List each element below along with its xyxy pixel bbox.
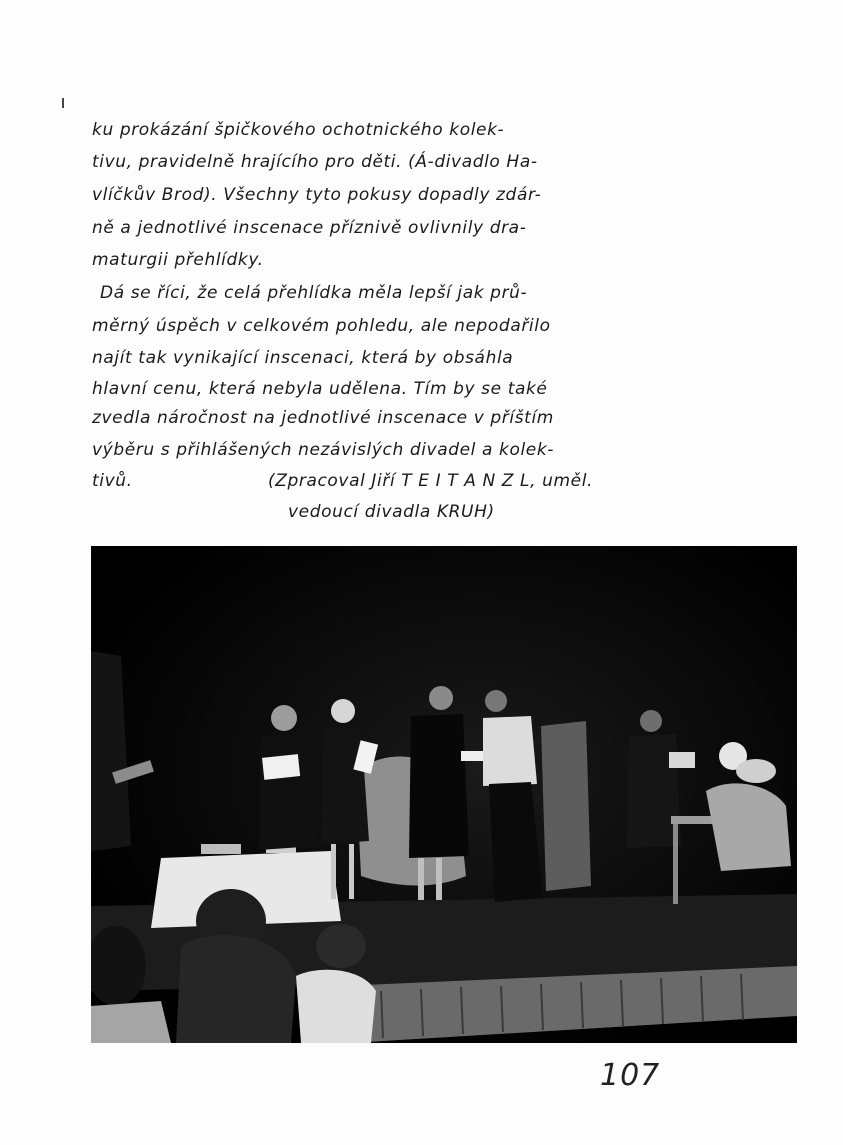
text-line-4: ně a jednotlivé inscenace příznivě ovlivnily dra- [92,218,527,238]
author-credit-line-1: (Zpracoval Jiří T E I T A N Z L, uměl. [268,471,594,491]
text-line-7: měrný úspěch v celkovém pohledu, ale nepodařilo [92,316,551,336]
photo-scene [91,546,797,1043]
woman4-head [640,710,662,732]
text-line-11: výběru s přihlášených nezávislých divadel a kolek- [92,440,555,460]
text-line-6: Dá se říci, že celá přehlídka měla lepší jak prů- [100,283,528,303]
author-credit-line-2: vedoucí divadla KRUH) [288,502,495,522]
audience-body-3 [91,1001,171,1043]
woman2-head [429,686,453,710]
text-line-8: najít tak vynikající inscenaci, která by obsáhla [92,348,514,368]
stage-award-ceremony-photo [91,546,797,1043]
page-number: 107 [600,1058,661,1093]
text-line-1: ku prokázání špičkového ochotnického kolek- [92,120,505,140]
woman3-blouse [483,716,537,786]
scan-speck [62,98,64,108]
audience-head-2 [316,924,366,968]
text-line-10: zvedla náročnost na jednotlivé inscenace v příštím [92,408,554,428]
woman2-suit [409,714,469,858]
hanging-curtain [541,721,591,891]
man-head [271,705,297,731]
text-line-12: tivů. [92,471,133,491]
handshake-certificate [461,751,483,761]
woman2-leg-left [418,858,424,900]
woman4-paper [669,752,695,768]
woman1-leg-right [349,844,354,899]
woman4-body [627,734,681,848]
man-body [259,734,317,850]
woman3-head [485,690,507,712]
woman1-head [331,699,355,723]
woman2-leg-right [436,858,442,900]
doll-body [736,759,776,783]
table-item [201,844,241,854]
side-table-leg [673,824,678,904]
audience-body-2 [296,970,376,1043]
text-line-2: tivu, pravidelně hrajícího pro děti. (Á-divadlo Ha- [92,152,538,172]
text-line-5: maturgii přehlídky. [92,250,264,270]
man-papers [262,754,300,780]
text-line-3: vlíčkův Brod). Všechny tyto pokusy dopadly zdár- [92,185,542,205]
woman1-leg-left [331,844,336,899]
text-line-9: hlavní cenu, která nebyla udělena. Tím by se také [92,379,548,399]
